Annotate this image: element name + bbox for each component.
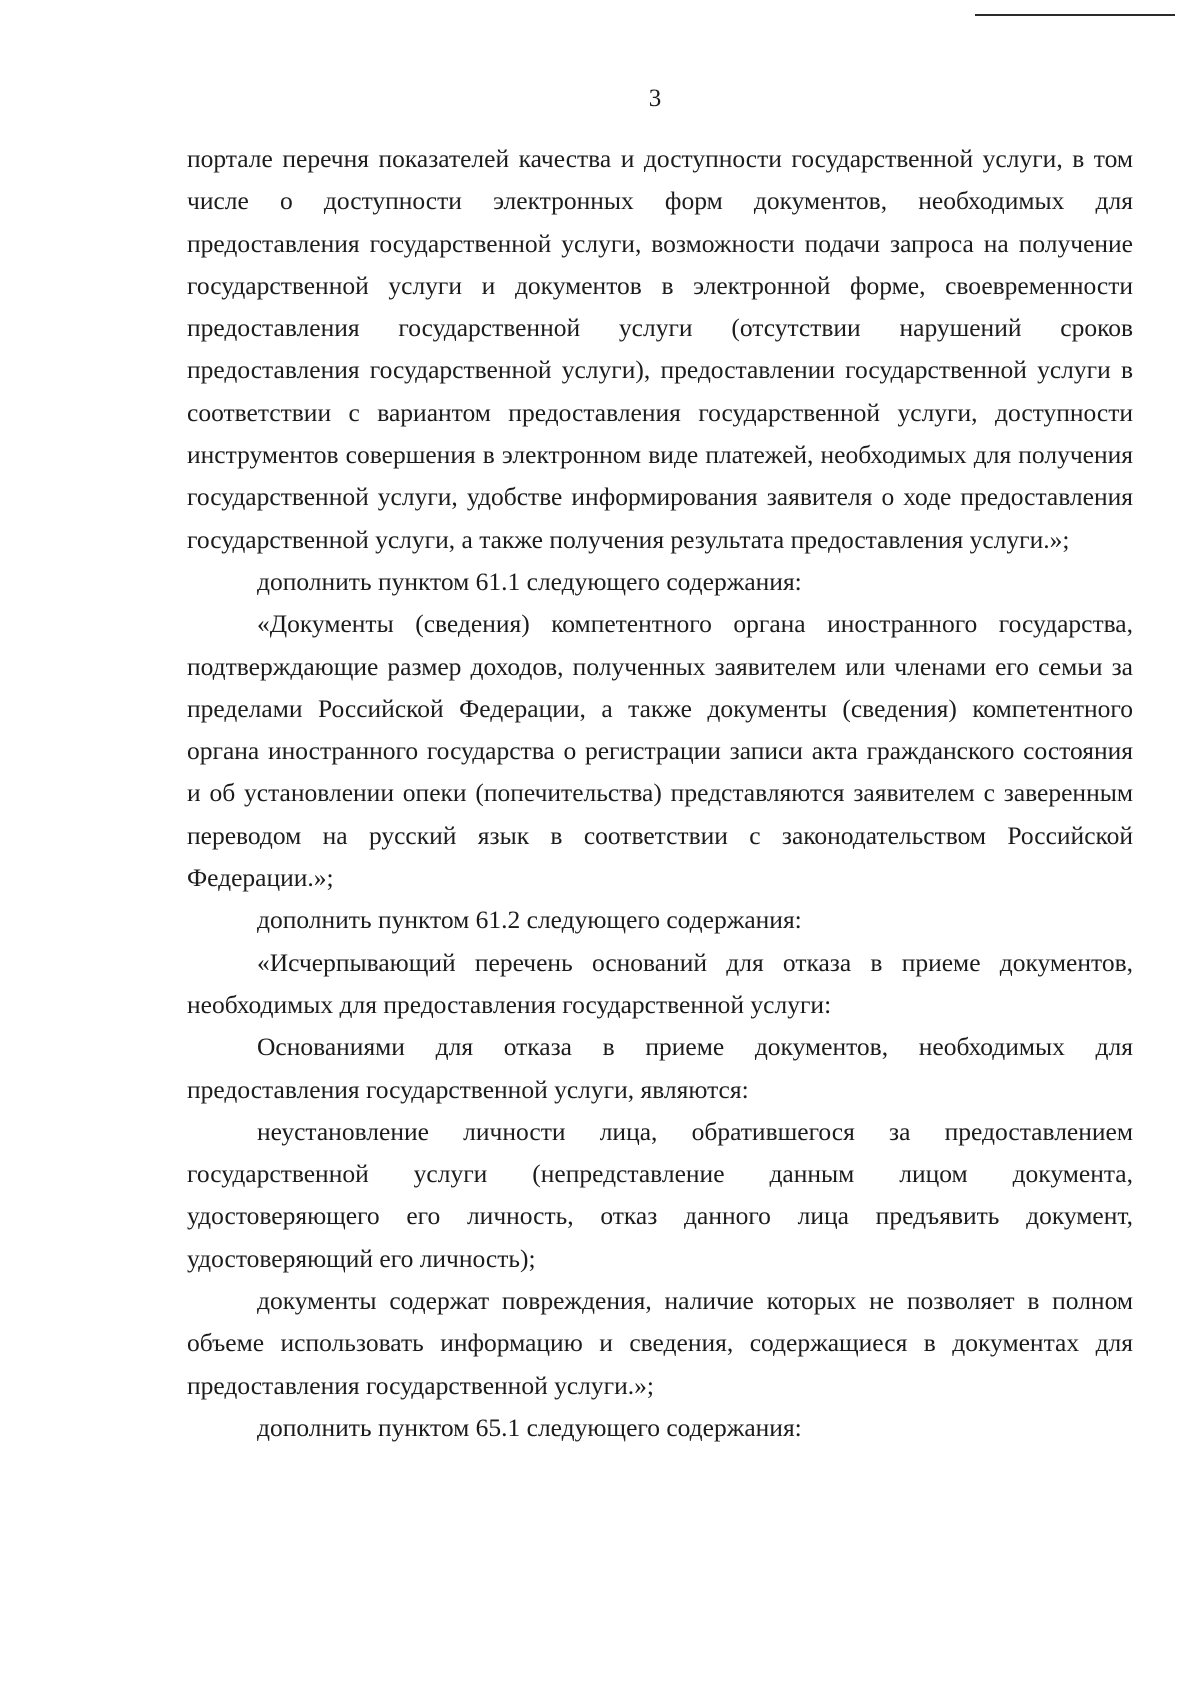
paragraph-foreign-documents: «Документы (сведения) компетентного органа иностранного государства, подтверждающие размер доходов, полученных заявителем или членами его семьи за пределами Российской Федерации, а также документы (сведения) компетентного органа иностранного государства о регистрации записи акта гражданского состояния и об установлении опеки (попечительства) представляются заявителем с заверенным переводом на русский язык в соответствии с законодательством Российской Федерации.»; xyxy=(187,609,1133,893)
paragraph-refusal-grounds-intro: «Исчерпывающий перечень оснований для отказа в приеме документов, необходимых для предоставления государственной услуги: xyxy=(187,947,1133,1019)
paragraph-damaged-documents: документы содержат повреждения, наличие которых не позволяет в полном объеме использовать информацию и сведения, содержащиеся в документах для предоставления государственной услуги.»; xyxy=(187,1286,1133,1400)
top-rule-line xyxy=(975,14,1175,16)
document-body xyxy=(187,138,1133,1449)
paragraph-add-point-61-1: дополнить пунктом 61.1 следующего содержания: xyxy=(257,566,802,596)
page-number: 3 xyxy=(648,85,662,112)
paragraph-refusal-grounds: Основаниями для отказа в приеме документов, необходимых для предоставления государственной услуги, являются: xyxy=(187,1032,1133,1104)
paragraph-add-point-61-2: дополнить пунктом 61.2 следующего содержания: xyxy=(257,905,802,935)
paragraph-quality-indicators: портале перечня показателей качества и доступности государственной услуги, в том числе о доступности электронных форм документов, необходимых для предоставления государственной услуги, возможности подачи запроса на получение государственной услуги и документов в электронной форме, своевременности предоставления государственной услуги (отсутствии нарушений сроков предоставления государственной услуги), предоставлении государственной услуги в соответствии с вариантом предоставления государственной услуги, доступности инструментов совершения в электронном виде платежей, необходимых для получения государственной услуги, удобстве информирования заявителя о ходе предоставления государственной услуги, а также получения результата предоставления услуги.»; xyxy=(187,144,1133,554)
paragraph-identity-not-established: неустановление личности лица, обратившегося за предоставлением государственной услуги (непредставление данным лицом документа, удостоверяющего его личность, отказ данного лица предъявить документ, удостоверяющий его личность); xyxy=(187,1116,1133,1273)
paragraph-add-point-65-1: дополнить пунктом 65.1 следующего содержания: xyxy=(257,1412,802,1442)
